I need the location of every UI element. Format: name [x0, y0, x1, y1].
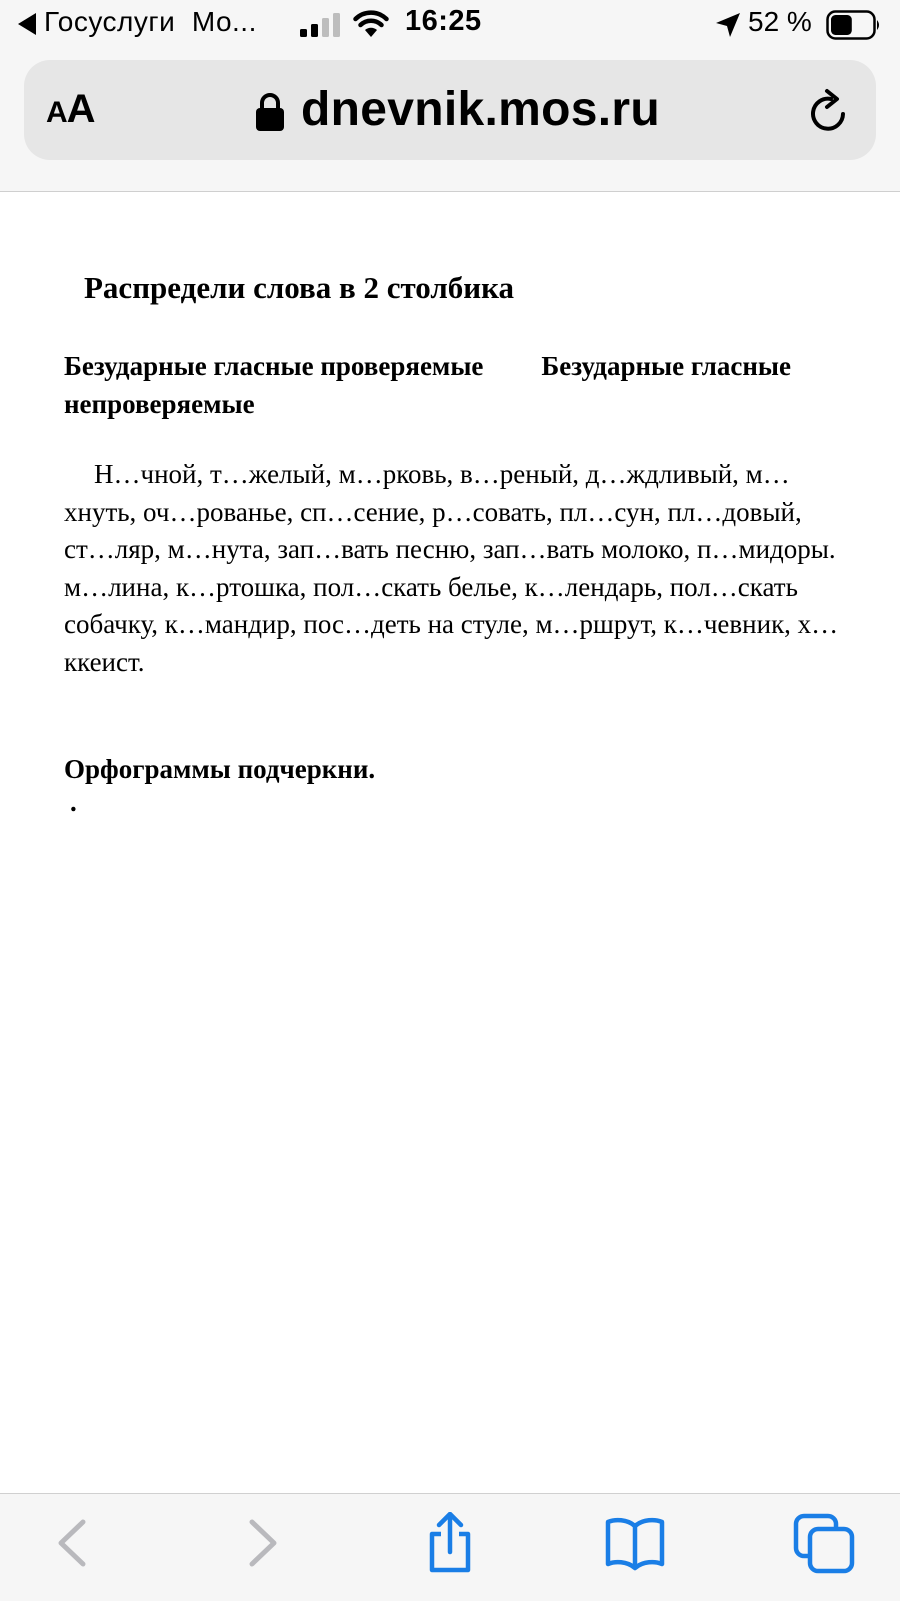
browser-toolbar	[0, 1493, 900, 1601]
instruction-text: Орфограммы подчеркни.	[64, 754, 376, 784]
url-text[interactable]: dnevnik.mos.ru	[301, 83, 660, 136]
trailing-dot: .	[70, 787, 77, 817]
signal-bar	[300, 29, 307, 37]
carrier-name: Мо...	[191, 6, 257, 37]
back-app-label[interactable]	[44, 6, 257, 38]
signal-bar	[322, 18, 329, 37]
cellular-signal-icon	[300, 13, 342, 37]
back-to-app-icon[interactable]	[16, 11, 38, 37]
reload-icon[interactable]	[807, 88, 851, 134]
lock-icon	[255, 92, 285, 132]
wifi-icon	[353, 10, 389, 38]
signal-bar	[333, 13, 340, 37]
battery-percent: 52 %	[748, 6, 812, 37]
back-app-name: Госуслуги	[44, 6, 176, 37]
column-heading-checked: Безударные гласные проверяемые	[64, 351, 484, 381]
back-arrow-icon[interactable]	[41, 1512, 105, 1574]
word-list: Н…чной, т…желый, м…рковь, в…реный, д…ждливый, м…хнуть, оч…рованье, сп…сение, р…совать, пл…сун, пл…довый, ст…ляр, м…нута, зап…вать песню, зап…вать молоко, п…мидоры. м…лина, к…ртошка, пол…скать белье, к…лендарь, пол…скать собачку, к…мандир, пос…деть на стуле, м…ршрут, к…чевник, х…ккеист.	[64, 459, 839, 677]
bookmarks-book-icon[interactable]	[603, 1512, 667, 1574]
browser-chrome	[0, 50, 900, 192]
text-size-button[interactable]	[46, 86, 106, 132]
column-heading-unchecked: Безударные гласные непроверяемые	[64, 351, 791, 419]
location-arrow-icon	[714, 11, 742, 39]
text-size-small-a: A	[46, 96, 67, 129]
battery-icon	[826, 10, 882, 40]
forward-arrow-icon[interactable]	[230, 1512, 294, 1574]
address-bar[interactable]	[24, 60, 876, 160]
battery-fill	[831, 15, 852, 35]
column-headings	[64, 347, 854, 423]
page-title: Распредели слова в 2 столбика	[84, 270, 515, 305]
tabs-overview-icon[interactable]	[792, 1512, 856, 1574]
text-size-large-a: A	[66, 87, 95, 131]
status-bar	[0, 0, 900, 50]
clock-time: 16:25	[405, 5, 482, 37]
share-icon[interactable]	[418, 1512, 482, 1574]
signal-bar	[311, 24, 318, 37]
